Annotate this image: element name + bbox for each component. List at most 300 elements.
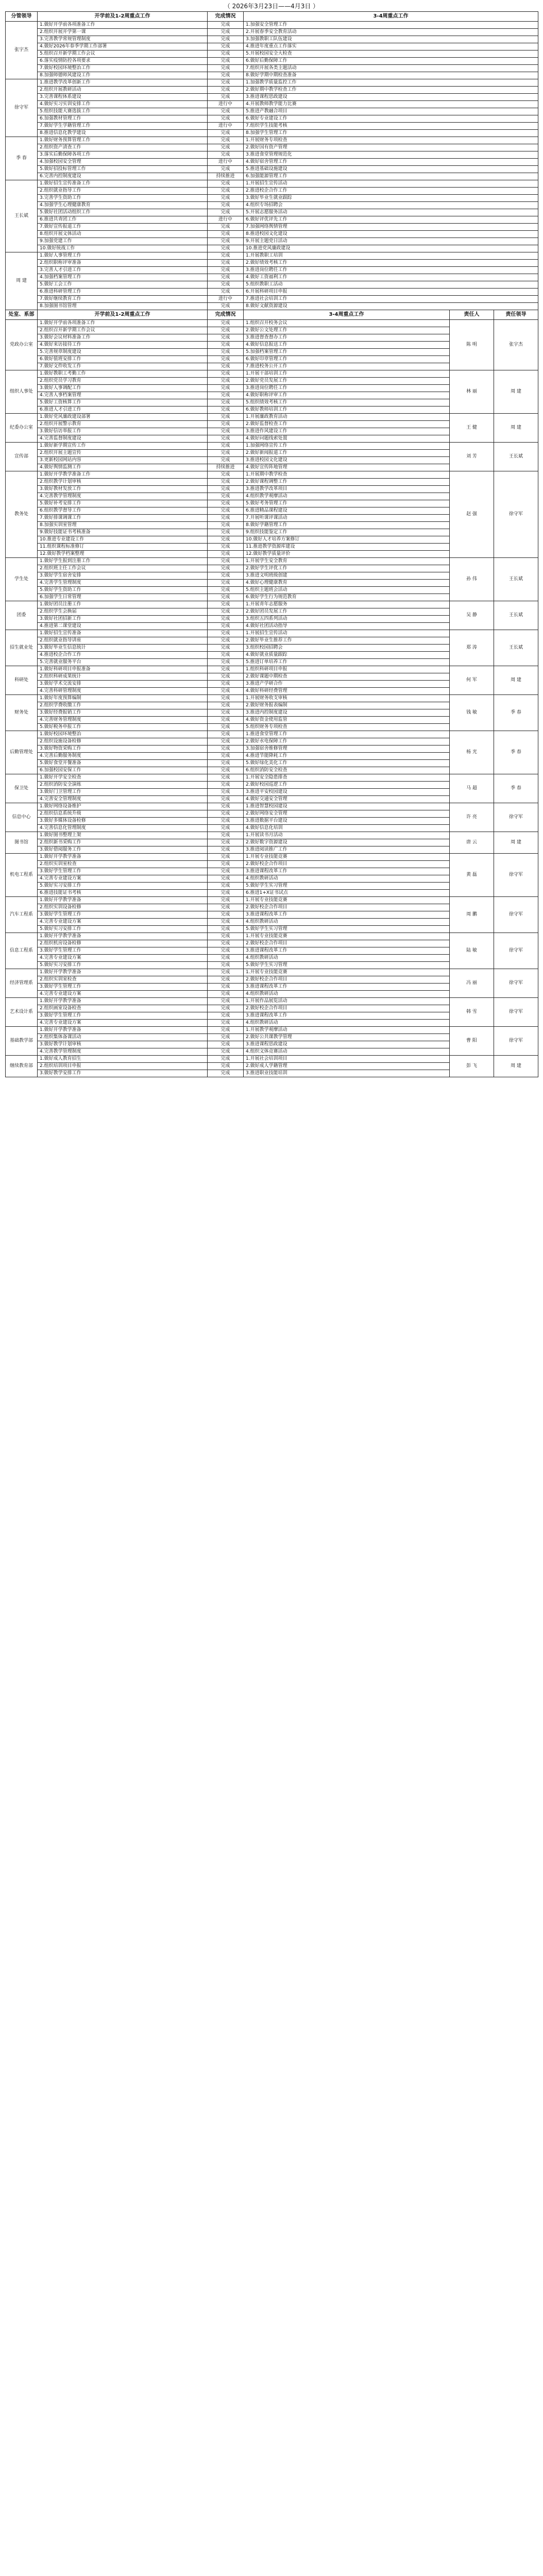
status-cell: 完成 xyxy=(208,955,244,962)
task-weeks-1-2: 4.完善专业建设方案 xyxy=(38,919,208,926)
table-row xyxy=(6,1056,538,1063)
status-cell: 完成 xyxy=(208,260,244,267)
task-weeks-3-4: 3.推进平安校园建设 xyxy=(244,789,450,796)
task-weeks-3-4: 2.做好校企合作项目 xyxy=(244,940,450,947)
task-weeks-3-4: 3.推进内控制度建设 xyxy=(244,709,450,717)
task-weeks-1-2: 3.完善教学常规管理制度 xyxy=(38,36,208,43)
task-weeks-1-2: 7.做好排课调课工作 xyxy=(38,515,208,522)
task-weeks-1-2: 4.完善监督制度建设 xyxy=(38,435,208,443)
status-cell: 完成 xyxy=(208,933,244,940)
task-weeks-3-4: 2.做好校企合作项目 xyxy=(244,904,450,911)
table-row xyxy=(6,774,538,782)
status-cell: 进行中 xyxy=(208,159,244,166)
task-weeks-1-2: 1.做好新学期宣传工作 xyxy=(38,443,208,450)
status-cell: 完成 xyxy=(208,479,244,486)
responsible-leader: 徐守军 xyxy=(494,897,538,933)
task-weeks-3-4: 2.做好国有资产管理 xyxy=(244,144,538,151)
leader-cell: 王长斌 xyxy=(6,180,38,252)
status-cell: 完成 xyxy=(208,1020,244,1027)
responsible-person: 冯 丽 xyxy=(450,969,494,998)
header-department: 处室、系部 xyxy=(6,310,38,320)
status-cell: 完成 xyxy=(208,868,244,875)
task-weeks-1-2: 1.做好开学前各项准备工作 xyxy=(38,22,208,29)
status-cell: 完成 xyxy=(208,803,244,810)
task-weeks-1-2: 3.做好人事调配工作 xyxy=(38,385,208,392)
task-weeks-1-2: 3.完善学生资助工作 xyxy=(38,195,208,202)
status-cell: 完成 xyxy=(208,984,244,991)
task-weeks-3-4: 4.做好工资福利工作 xyxy=(244,274,538,281)
task-weeks-1-2: 4.完善安全管理制度 xyxy=(38,796,208,803)
status-cell: 完成 xyxy=(208,904,244,911)
status-cell: 完成 xyxy=(208,522,244,529)
task-weeks-3-4: 2.做好成人学籍管理 xyxy=(244,1063,450,1070)
task-weeks-1-2: 3.做好学生管理工作 xyxy=(38,911,208,919)
task-weeks-3-4: 8.做好文献资源建设 xyxy=(244,303,538,310)
status-cell: 完成 xyxy=(208,1048,244,1056)
status-cell: 完成 xyxy=(208,79,244,87)
task-weeks-1-2: 4.完善财务管理制度 xyxy=(38,717,208,724)
table-row xyxy=(6,36,538,43)
task-weeks-3-4: 12.做好教学质量评价 xyxy=(244,551,450,558)
status-cell: 完成 xyxy=(208,1027,244,1034)
table-row xyxy=(6,115,538,123)
status-cell: 完成 xyxy=(208,72,244,79)
task-weeks-1-2: 6.推进技能证书考核 xyxy=(38,890,208,897)
task-weeks-1-2: 6.完善内控制度建设 xyxy=(38,173,208,180)
table-row xyxy=(6,252,538,260)
task-weeks-3-4: 5.开展校园安全大检查 xyxy=(244,50,538,58)
status-cell: 进行中 xyxy=(208,216,244,224)
task-weeks-3-4: 5.推进订单培养工作 xyxy=(244,659,450,666)
task-weeks-1-2: 3.做好门卫管理工作 xyxy=(38,789,208,796)
responsible-person: 何 军 xyxy=(450,666,494,695)
task-weeks-3-4: 2.做好公共课教学管理 xyxy=(244,1034,450,1041)
table-row xyxy=(6,238,538,245)
status-cell: 完成 xyxy=(208,65,244,72)
task-weeks-1-2: 5.组织召开新学期工作会议 xyxy=(38,50,208,58)
task-weeks-1-2: 3.做好信访举报工作 xyxy=(38,428,208,435)
department-cell: 机电工程系 xyxy=(6,854,38,897)
responsible-leader: 徐守军 xyxy=(494,933,538,969)
task-weeks-1-2: 1.做好招生宣传准备工作 xyxy=(38,180,208,188)
task-weeks-3-4: 4.做好心理健康教育 xyxy=(244,580,450,587)
department-cell: 学生处 xyxy=(6,558,38,601)
status-cell: 完成 xyxy=(208,745,244,753)
status-cell: 进行中 xyxy=(208,123,244,130)
task-weeks-1-2: 6.推进科研管理工作 xyxy=(38,289,208,296)
status-cell: 完成 xyxy=(208,289,244,296)
task-weeks-1-2: 8.推进信息化教学建设 xyxy=(38,130,208,137)
task-weeks-1-2: 1.做好学生报到注册工作 xyxy=(38,558,208,565)
task-weeks-1-2: 12.做好教学档案整理 xyxy=(38,551,208,558)
table-row xyxy=(6,144,538,151)
responsible-leader: 王长斌 xyxy=(494,558,538,601)
task-weeks-3-4: 2.做好水电保障工作 xyxy=(244,738,450,745)
status-cell: 完成 xyxy=(208,58,244,65)
task-weeks-1-2: 1.做好开学教学准备 xyxy=(38,969,208,976)
task-weeks-1-2: 3.做好教材发放工作 xyxy=(38,486,208,493)
status-cell: 完成 xyxy=(208,392,244,399)
responsible-person: 钱 敏 xyxy=(450,695,494,731)
task-weeks-1-2: 1.做好开学安全检查 xyxy=(38,774,208,782)
task-weeks-1-2: 2.组织集体备课活动 xyxy=(38,1034,208,1041)
status-cell: 完成 xyxy=(208,652,244,659)
task-weeks-3-4: 4.做好信息化培训 xyxy=(244,825,450,832)
task-weeks-1-2: 4.完善人事档案管理 xyxy=(38,392,208,399)
department-cell: 纪委办公室 xyxy=(6,414,38,443)
task-weeks-1-2: 5.做好补考安排工作 xyxy=(38,500,208,507)
task-weeks-1-2: 4.加强校园安全管理 xyxy=(38,159,208,166)
department-cell: 继续教育部 xyxy=(6,1056,38,1077)
status-cell: 完成 xyxy=(208,962,244,969)
task-weeks-3-4: 1.开展专业技能竞赛 xyxy=(244,897,450,904)
status-cell: 完成 xyxy=(208,303,244,310)
task-weeks-3-4: 10.推进党风廉政建设 xyxy=(244,245,538,252)
status-cell: 完成 xyxy=(208,536,244,544)
status-cell: 完成 xyxy=(208,695,244,702)
status-cell: 完成 xyxy=(208,558,244,565)
task-weeks-1-2: 5.做好实习安排工作 xyxy=(38,962,208,969)
department-cell: 经济管理系 xyxy=(6,969,38,998)
status-cell: 完成 xyxy=(208,969,244,976)
task-weeks-1-2: 2.组织开展教研活动 xyxy=(38,87,208,94)
status-cell: 完成 xyxy=(208,832,244,839)
status-cell: 完成 xyxy=(208,580,244,587)
task-weeks-3-4: 11.推进教学资源库建设 xyxy=(244,544,450,551)
status-cell: 完成 xyxy=(208,897,244,904)
status-cell: 完成 xyxy=(208,166,244,173)
task-weeks-3-4: 4.做好宣传阵地管理 xyxy=(244,464,450,471)
task-weeks-1-2: 4.完善教学管理制度 xyxy=(38,1048,208,1056)
task-weeks-1-2: 2.组织资产清查工作 xyxy=(38,144,208,151)
responsible-person: 马 超 xyxy=(450,774,494,803)
task-weeks-3-4: 4.做好社团活动指导 xyxy=(244,623,450,630)
task-weeks-1-2: 1.做好开学教学准备 xyxy=(38,1027,208,1034)
task-weeks-1-2: 8.组织开展文体活动 xyxy=(38,231,208,238)
department-cell: 信息中心 xyxy=(6,803,38,832)
status-cell: 完成 xyxy=(208,1034,244,1041)
status-cell: 完成 xyxy=(208,50,244,58)
table-row xyxy=(6,443,538,450)
task-weeks-3-4: 5.开展志愿服务活动 xyxy=(244,209,538,216)
task-weeks-1-2: 6.加强学生日常管理 xyxy=(38,594,208,601)
task-weeks-3-4: 3.推进文明班级创建 xyxy=(244,572,450,580)
table-row xyxy=(6,969,538,976)
task-weeks-3-4: 1.开展教职工培训 xyxy=(244,252,538,260)
status-cell: 完成 xyxy=(208,947,244,955)
task-weeks-1-2: 2.组织新书采购工作 xyxy=(38,839,208,846)
task-weeks-3-4: 2.做好课题中期检查 xyxy=(244,673,450,681)
task-weeks-1-2: 9.做好技能证书考核准备 xyxy=(38,529,208,536)
department-cell: 科研处 xyxy=(6,666,38,695)
status-cell: 完成 xyxy=(208,825,244,832)
table-row xyxy=(6,260,538,267)
task-weeks-3-4: 6.组织消防安全检查 xyxy=(244,767,450,774)
table-row xyxy=(6,94,538,101)
table-row xyxy=(6,22,538,29)
task-weeks-1-2: 1.做好开学前各项准备工作 xyxy=(38,320,208,327)
task-weeks-3-4: 4.组织教研活动 xyxy=(244,875,450,883)
status-cell: 完成 xyxy=(208,991,244,998)
task-weeks-3-4: 5.推进产教融合项目 xyxy=(244,108,538,115)
responsible-leader: 徐守军 xyxy=(494,471,538,558)
task-weeks-3-4: 2.做好校园巡逻工作 xyxy=(244,782,450,789)
task-weeks-1-2: 2.组织就业指导工作 xyxy=(38,188,208,195)
task-weeks-3-4: 4.做好信息报送工作 xyxy=(244,342,450,349)
task-weeks-3-4: 3.做好毕业生就业跟踪 xyxy=(244,195,538,202)
table-row xyxy=(6,370,538,378)
task-weeks-3-4: 6.开展科研项目申报 xyxy=(244,289,538,296)
header-weeks-3-4: 3-4周重点工作 xyxy=(244,310,450,320)
table-row xyxy=(6,65,538,72)
responsible-leader: 王长斌 xyxy=(494,630,538,666)
task-weeks-1-2: 3.更新校园网站内容 xyxy=(38,457,208,464)
status-cell: 完成 xyxy=(208,637,244,645)
table-row xyxy=(6,289,538,296)
task-weeks-1-2: 4.做好来访接待工作 xyxy=(38,342,208,349)
status-cell: 完成 xyxy=(208,29,244,36)
responsible-person: 唐 云 xyxy=(450,832,494,854)
task-weeks-3-4: 3.推进岗位聘任工作 xyxy=(244,267,538,274)
status-cell: 完成 xyxy=(208,753,244,760)
table-row xyxy=(6,274,538,281)
task-weeks-1-2: 5.做好工资核算工作 xyxy=(38,399,208,406)
status-cell: 完成 xyxy=(208,507,244,515)
task-weeks-3-4: 1.开展作品展览活动 xyxy=(244,998,450,1005)
department-cell: 组织人事处 xyxy=(6,370,38,414)
department-cell: 基础教学部 xyxy=(6,1027,38,1056)
task-weeks-1-2: 4.加强学生心理健康教育 xyxy=(38,202,208,209)
department-cell: 宣传部 xyxy=(6,443,38,471)
task-weeks-1-2: 3.做好学术交流安排 xyxy=(38,681,208,688)
task-weeks-3-4: 4.组织专场招聘会 xyxy=(244,202,538,209)
task-weeks-3-4: 7.推进校务公开工作 xyxy=(244,363,450,370)
status-cell: 完成 xyxy=(208,1005,244,1012)
status-cell: 完成 xyxy=(208,144,244,151)
task-weeks-3-4: 3.推进岗位聘任工作 xyxy=(244,385,450,392)
status-cell: 完成 xyxy=(208,702,244,709)
task-weeks-3-4: 5.组织主题班会活动 xyxy=(244,587,450,594)
task-weeks-3-4: 3.推进教学改革项目 xyxy=(244,486,450,493)
responsible-leader: 徐守军 xyxy=(494,1027,538,1056)
task-weeks-3-4: 6.做好专业建设工作 xyxy=(244,115,538,123)
status-cell: 完成 xyxy=(208,659,244,666)
task-weeks-1-2: 2.组织设施设备检修 xyxy=(38,738,208,745)
task-weeks-1-2: 5.完善就业服务平台 xyxy=(38,659,208,666)
task-weeks-3-4: 1.开展读书月活动 xyxy=(244,832,450,839)
task-weeks-3-4: 6.做好印章管理工作 xyxy=(244,356,450,363)
task-weeks-1-2: 6.做好值班安排工作 xyxy=(38,356,208,363)
task-weeks-3-4: 5.做好学生实习管理 xyxy=(244,926,450,933)
status-cell: 完成 xyxy=(208,43,244,50)
task-weeks-3-4: 7.开展听课评课活动 xyxy=(244,515,450,522)
department-cell: 图书馆 xyxy=(6,832,38,854)
status-cell: 完成 xyxy=(208,320,244,327)
header-weeks-1-2: 开学前及1-2周重点工作 xyxy=(38,12,208,22)
task-weeks-1-2: 3.做好学生宿舍安排 xyxy=(38,572,208,580)
task-weeks-3-4: 4.组织文体竞赛活动 xyxy=(244,1048,450,1056)
task-weeks-1-2: 3.做好社团招新工作 xyxy=(38,616,208,623)
task-weeks-1-2: 2.组织召开新学期工作会议 xyxy=(38,327,208,334)
table-row xyxy=(6,159,538,166)
task-weeks-3-4: 3.推进作风建设工作 xyxy=(244,428,450,435)
task-weeks-3-4: 4.做好宿舍管理工作 xyxy=(244,159,538,166)
header-weeks-3-4: 3-4周重点工作 xyxy=(244,12,538,22)
responsible-leader: 王长斌 xyxy=(494,443,538,471)
task-weeks-1-2: 4.加强档案管理工作 xyxy=(38,274,208,281)
task-weeks-3-4: 5.加强档案管理工作 xyxy=(244,349,450,356)
table-row xyxy=(6,897,538,904)
table-row xyxy=(6,854,538,861)
responsible-person: 许 亮 xyxy=(450,803,494,832)
task-weeks-1-2: 5.做好税务申报工作 xyxy=(38,724,208,731)
department-cell: 信息工程系 xyxy=(6,933,38,969)
task-weeks-1-2: 5.做好工会工作 xyxy=(38,281,208,289)
status-cell: 完成 xyxy=(208,108,244,115)
task-weeks-3-4: 4.做好资金使用监管 xyxy=(244,717,450,724)
status-cell: 完成 xyxy=(208,529,244,536)
task-weeks-3-4: 4.开展教师教学能力比赛 xyxy=(244,101,538,108)
task-weeks-3-4: 2.做好课程调整工作 xyxy=(244,479,450,486)
task-weeks-3-4: 6.做好后勤保障工作 xyxy=(244,58,538,65)
task-weeks-1-2: 2.组织机房设备检修 xyxy=(38,940,208,947)
task-weeks-3-4: 3.推进课程改革工作 xyxy=(244,984,450,991)
department-cell: 财务处 xyxy=(6,695,38,731)
table-row xyxy=(6,303,538,310)
status-cell: 完成 xyxy=(208,385,244,392)
task-weeks-3-4: 2.开展春季安全教育活动 xyxy=(244,29,538,36)
status-cell: 完成 xyxy=(208,673,244,681)
task-weeks-1-2: 5.做好学生资助工作 xyxy=(38,587,208,594)
task-weeks-1-2: 1.做好成人教育招生 xyxy=(38,1056,208,1063)
status-cell: 完成 xyxy=(208,238,244,245)
task-weeks-1-2: 1.做好网络设备维护 xyxy=(38,803,208,810)
status-cell: 完成 xyxy=(208,760,244,767)
table-row xyxy=(6,231,538,238)
table-row xyxy=(6,933,538,940)
task-weeks-3-4: 6.推进1+X证书试点 xyxy=(244,890,450,897)
task-weeks-3-4: 2.做好绩效考核工作 xyxy=(244,260,538,267)
task-weeks-1-2: 1.做好财务预算管理工作 xyxy=(38,137,208,144)
work-plan-table xyxy=(5,11,538,1077)
task-weeks-1-2: 3.做好学生管理工作 xyxy=(38,947,208,955)
task-weeks-3-4: 7.推进社会培训工作 xyxy=(244,296,538,303)
task-weeks-3-4: 1.加强网络宣传工作 xyxy=(244,443,450,450)
department-cell: 党政办公室 xyxy=(6,320,38,370)
status-cell: 完成 xyxy=(208,370,244,378)
status-cell: 完成 xyxy=(208,363,244,370)
status-cell: 完成 xyxy=(208,796,244,803)
status-cell: 完成 xyxy=(208,327,244,334)
status-cell: 完成 xyxy=(208,572,244,580)
task-weeks-1-2: 1.做好人事管理工作 xyxy=(38,252,208,260)
status-cell: 完成 xyxy=(208,342,244,349)
task-weeks-3-4: 2.做好财务报表编制 xyxy=(244,702,450,709)
status-cell: 完成 xyxy=(208,861,244,868)
table-row xyxy=(6,72,538,79)
task-weeks-1-2: 7.做好宣传报道工作 xyxy=(38,224,208,231)
leader-cell: 张宇杰 xyxy=(6,22,38,79)
department-cell: 后勤管理处 xyxy=(6,731,38,774)
task-weeks-3-4: 1.开展教学观摩活动 xyxy=(244,1027,450,1034)
task-weeks-1-2: 2.组织实训室检查 xyxy=(38,976,208,984)
responsible-person: 陆 敏 xyxy=(450,933,494,969)
status-cell: 完成 xyxy=(208,195,244,202)
status-cell: 完成 xyxy=(208,767,244,774)
responsible-leader: 周 建 xyxy=(494,414,538,443)
table-row xyxy=(6,296,538,303)
task-weeks-3-4: 3.组织五四系列活动 xyxy=(244,616,450,623)
task-weeks-3-4: 5.做好学生实习管理 xyxy=(244,883,450,890)
table-row xyxy=(6,50,538,58)
status-cell: 完成 xyxy=(208,486,244,493)
task-weeks-3-4: 9.组织技能鉴定工作 xyxy=(244,529,450,536)
task-weeks-1-2: 9.加强党建工作 xyxy=(38,238,208,245)
task-weeks-1-2: 4.完善信息化管理制度 xyxy=(38,825,208,832)
task-weeks-1-2: 6.加强校园安保工作 xyxy=(38,767,208,774)
status-cell: 完成 xyxy=(208,911,244,919)
task-weeks-3-4: 3.推进课程改革工作 xyxy=(244,911,450,919)
task-weeks-1-2: 4.完善教学管理制度 xyxy=(38,493,208,500)
task-weeks-3-4: 4.做好问题线索处置 xyxy=(244,435,450,443)
task-weeks-3-4: 7.组织开展各类主题活动 xyxy=(244,65,538,72)
task-weeks-3-4: 2.做好团员发展工作 xyxy=(244,608,450,616)
status-cell: 完成 xyxy=(208,356,244,363)
task-weeks-3-4: 1.开展社会培训项目 xyxy=(244,1056,450,1063)
status-cell: 完成 xyxy=(208,443,244,450)
task-weeks-3-4: 3.加强宿舍维修管理 xyxy=(244,745,450,753)
table-row xyxy=(6,216,538,224)
task-weeks-3-4: 3.推进课程改革工作 xyxy=(244,947,450,955)
responsible-leader: 徐守军 xyxy=(494,854,538,897)
task-weeks-1-2: 11.组织课程标准修订 xyxy=(38,544,208,551)
task-weeks-3-4: 2.做好网络安全管理 xyxy=(244,810,450,818)
task-weeks-1-2: 3.做好多媒体设备检修 xyxy=(38,818,208,825)
status-cell: 完成 xyxy=(208,544,244,551)
status-cell: 完成 xyxy=(208,774,244,782)
responsible-person: 赵 强 xyxy=(450,471,494,558)
task-weeks-1-2: 6.落实疫情防控各项要求 xyxy=(38,58,208,65)
status-cell: 完成 xyxy=(208,137,244,144)
status-cell: 完成 xyxy=(208,839,244,846)
task-weeks-3-4: 3.推进校园文化建设 xyxy=(244,457,450,464)
status-cell: 完成 xyxy=(208,151,244,159)
table-row xyxy=(6,29,538,36)
task-weeks-3-4: 5.组织财务专项检查 xyxy=(244,724,450,731)
table-row xyxy=(6,180,538,188)
responsible-person: 吴 静 xyxy=(450,601,494,630)
task-weeks-1-2: 4.完善专业建设方案 xyxy=(38,1020,208,1027)
table-row xyxy=(6,471,538,479)
responsible-person: 刘 芳 xyxy=(450,443,494,471)
responsible-person: 彭 飞 xyxy=(450,1056,494,1077)
table-row xyxy=(6,1027,538,1034)
task-weeks-3-4: 1.开展招生宣传活动 xyxy=(244,630,450,637)
status-cell: 完成 xyxy=(208,94,244,101)
table-row xyxy=(6,130,538,137)
status-cell: 完成 xyxy=(208,22,244,29)
table-row xyxy=(6,166,538,173)
task-weeks-3-4: 4.做好交通安全管理 xyxy=(244,796,450,803)
task-weeks-3-4: 2.做好数字资源建设 xyxy=(244,839,450,846)
task-weeks-1-2: 7.做好学生学籍管理工作 xyxy=(38,123,208,130)
task-weeks-1-2: 3.做好物资采购工作 xyxy=(38,745,208,753)
responsible-leader: 徐守军 xyxy=(494,969,538,998)
responsible-person: 韩 雪 xyxy=(450,998,494,1027)
table-row xyxy=(6,630,538,637)
task-weeks-3-4: 1.开展专业技能竞赛 xyxy=(244,854,450,861)
status-cell: 完成 xyxy=(208,810,244,818)
